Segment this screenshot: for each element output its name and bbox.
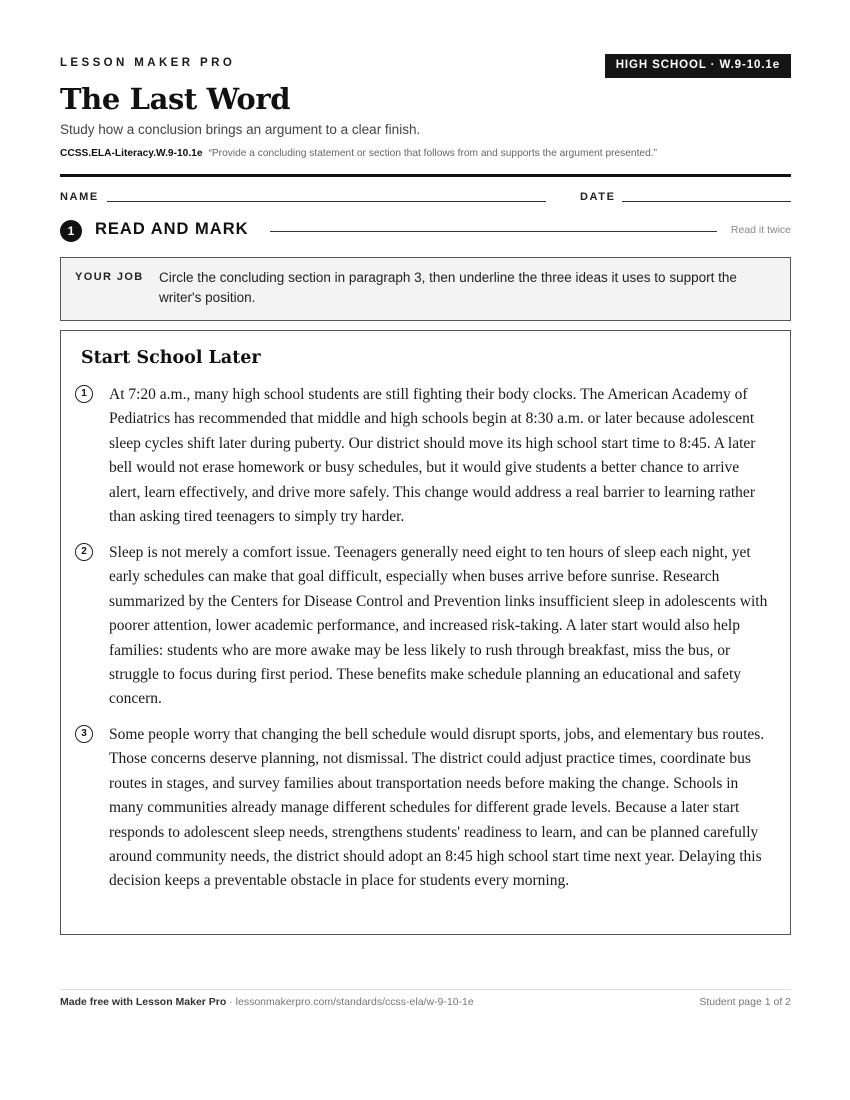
grade-standard-tag: HIGH SCHOOL · W.9-10.1e xyxy=(605,54,791,78)
standard-quote: “Provide a concluding statement or section that follows from and supports the argument presented.” xyxy=(208,148,657,159)
section-title: READ AND MARK xyxy=(95,220,249,238)
your-job-box xyxy=(60,257,791,321)
paragraph-text: At 7:20 a.m., many high school students are still fighting their body clocks. The American Academy of Pediatrics has recommended that middle and high schools begin at 8:30 a.m. or later because adolescent sleep cycles shift later during puberty. Our district should move its high school start time to 8:45. A later bell would not erase homework or busy schedules, but it would give students a better chance to arrive alert, learn effectively, and drive more safely. This change would address a real barrier to learning rather than asking tired teenagers to simply try harder. xyxy=(109,386,756,526)
section-header xyxy=(60,219,791,243)
section-hint: Read it twice xyxy=(730,224,791,236)
footer-made-with: Made free with Lesson Maker Pro xyxy=(60,996,227,1008)
date-field-line[interactable] xyxy=(622,201,791,202)
standard-code: CCSS.ELA-Literacy.W.9-10.1e xyxy=(60,148,203,159)
brand-name: LESSON MAKER PRO xyxy=(60,57,236,69)
page-number: Student page 1 of 2 xyxy=(699,996,791,1008)
paragraph-text: Sleep is not merely a comfort issue. Teenagers generally need eight to ten hours of sleep each night, yet early schedules can make that goal difficult, especially when buses arrive before sunrise. Research summarized by the Centers for Disease Control and Prevention links insufficient sleep in adolescents with poorer attention, lower academic performance, and increased risk-taking. A later start would also help families: students who are more awake may be less likely to rush through breakfast, miss the bus, or struggle to focus during first period. These benefits make schedule planning an educational and safety concern. xyxy=(109,544,768,708)
reading-passage xyxy=(60,330,791,935)
name-label: NAME xyxy=(60,191,99,203)
paragraph-number-badge: 3 xyxy=(75,725,93,743)
page-title: The Last Word xyxy=(60,82,291,116)
section-rule xyxy=(270,231,717,232)
your-job-label: YOUR JOB xyxy=(75,271,144,283)
passage-title: Start School Later xyxy=(81,348,261,368)
paragraph-number-badge: 1 xyxy=(75,385,93,403)
header-divider xyxy=(60,174,791,177)
footer-url: · lessonmakerpro.com/standards/ccss-ela/w-9-10-1e xyxy=(226,996,474,1008)
name-date-row xyxy=(60,190,791,206)
paragraph-number-badge: 2 xyxy=(75,543,93,561)
page-subtitle: Study how a conclusion brings an argument to a clear finish. xyxy=(60,122,421,137)
footer-divider xyxy=(60,989,791,990)
section-number-badge: 1 xyxy=(60,220,82,242)
standard-line xyxy=(60,148,657,159)
name-field-line[interactable] xyxy=(107,201,546,202)
date-label: DATE xyxy=(580,191,616,203)
footer-credit xyxy=(60,996,474,1008)
your-job-instructions: Circle the concluding section in paragraph 3, then underline the three ideas it uses to support the writer's position. xyxy=(159,270,737,305)
paragraph-text: Some people worry that changing the bell schedule would disrupt sports, jobs, and elementary bus routes. Those concerns deserve planning, not dismissal. The district could adjust practice times, coordinate bus routes in stages, and survey families about transportation needs before making the change. Schools in many communities already manage different schedules for different grade levels. Because a later start responds to adolescent sleep needs, strengthens students' readiness to learn, and can be planned carefully around community needs, the district should adopt an 8:45 high school start time next year. Delaying this decision keeps a preventable obstacle in place for students every morning. xyxy=(109,726,765,890)
